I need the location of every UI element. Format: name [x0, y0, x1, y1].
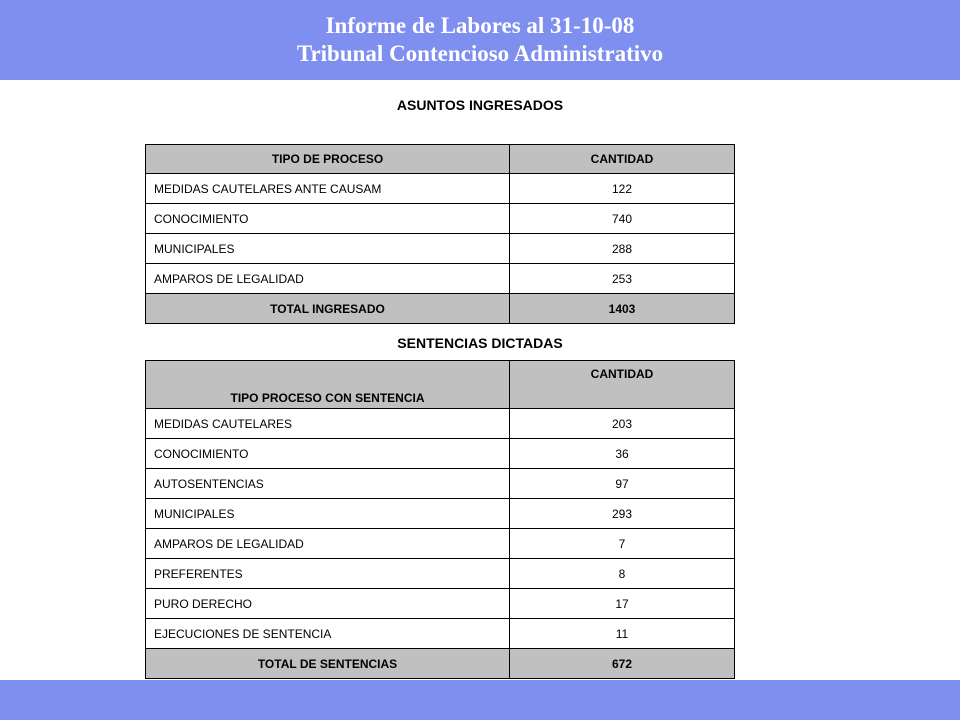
cell-cantidad: 253 [510, 264, 735, 294]
cell-cantidad: 203 [510, 409, 735, 439]
table-row [146, 589, 735, 619]
table-row [146, 529, 735, 559]
total-value: 672 [510, 649, 735, 679]
header-band [0, 0, 960, 80]
cell-tipo: PURO DERECHO [146, 589, 510, 619]
cell-tipo: MEDIDAS CAUTELARES [146, 409, 510, 439]
cell-tipo: AUTOSENTENCIAS [146, 469, 510, 499]
cell-tipo: AMPAROS DE LEGALIDAD [146, 529, 510, 559]
cell-tipo: EJECUCIONES DE SENTENCIA [146, 619, 510, 649]
cell-tipo: MUNICIPALES [146, 499, 510, 529]
table-row [146, 174, 735, 204]
cell-cantidad: 288 [510, 234, 735, 264]
total-value: 1403 [510, 294, 735, 324]
table-ingresados [145, 144, 735, 324]
cell-cantidad: 740 [510, 204, 735, 234]
cell-cantidad: 7 [510, 529, 735, 559]
total-label: TOTAL DE SENTENCIAS [146, 649, 510, 679]
table-sentencias [145, 360, 735, 679]
column-header-tipo: TIPO DE PROCESO [146, 145, 510, 174]
cell-cantidad: 293 [510, 499, 735, 529]
report-title: Informe de Labores al 31-10-08 [325, 13, 635, 38]
table-row [146, 469, 735, 499]
cell-tipo: MEDIDAS CAUTELARES ANTE CAUSAM [146, 174, 510, 204]
table-header-row [146, 361, 735, 409]
table-row [146, 234, 735, 264]
column-header-cantidad: CANTIDAD [510, 361, 735, 409]
cell-cantidad: 36 [510, 439, 735, 469]
report-subtitle: Tribunal Contencioso Administrativo [296, 41, 664, 66]
cell-tipo: MUNICIPALES [146, 234, 510, 264]
cell-tipo: CONOCIMIENTO [146, 204, 510, 234]
cell-cantidad: 8 [510, 559, 735, 589]
cell-tipo: PREFERENTES [146, 559, 510, 589]
cell-tipo: AMPAROS DE LEGALIDAD [146, 264, 510, 294]
cell-cantidad: 11 [510, 619, 735, 649]
table-row [146, 409, 735, 439]
table-row [146, 559, 735, 589]
table-header-row [146, 145, 735, 174]
section-title-ingresados: ASUNTOS INGRESADOS [396, 97, 564, 113]
table-row [146, 204, 735, 234]
cell-cantidad: 17 [510, 589, 735, 619]
total-row [146, 649, 735, 679]
table-row [146, 264, 735, 294]
cell-tipo: CONOCIMIENTO [146, 439, 510, 469]
cell-cantidad: 122 [510, 174, 735, 204]
cell-cantidad: 97 [510, 469, 735, 499]
table-row [146, 619, 735, 649]
section-title-sentencias: SENTENCIAS DICTADAS [397, 335, 563, 351]
column-header-cantidad: CANTIDAD [510, 145, 735, 174]
column-header-tipo: TIPO PROCESO CON SENTENCIA [146, 361, 510, 409]
total-row [146, 294, 735, 324]
table-row [146, 439, 735, 469]
total-label: TOTAL INGRESADO [146, 294, 510, 324]
footer-band [0, 680, 960, 720]
table-row [146, 499, 735, 529]
